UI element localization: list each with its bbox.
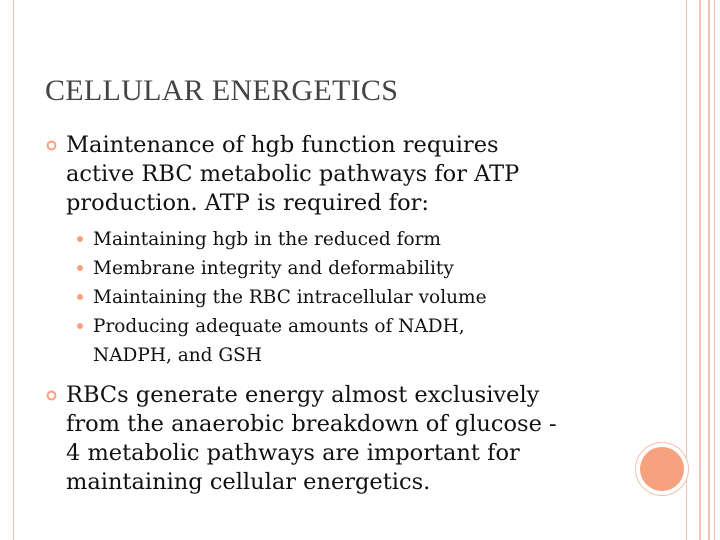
main-bullet-2: [66, 381, 656, 497]
slide-title: CELLULAR ENERGETICS: [45, 74, 399, 107]
sub-bullet-item: [93, 283, 653, 312]
sub-bullet-text: Membrane integrity and deformability: [93, 258, 454, 279]
bullet-text-line: production. ATP is required for:: [66, 190, 429, 216]
sub-bullet-text: Maintaining hgb in the reduced form: [93, 229, 441, 250]
stripe: [699, 0, 701, 540]
stripe: [708, 0, 710, 540]
bullet-text-line: Maintenance of hgb function requires: [66, 132, 499, 158]
dot-bullet-icon: [77, 323, 83, 329]
bullet-text-line: maintaining cellular energetics.: [66, 469, 431, 495]
bullet-text-line: RBCs generate energy almost exclusively: [66, 382, 540, 408]
sub-bullet-text: NADPH, and GSH: [93, 345, 262, 366]
dot-bullet-icon: [77, 265, 83, 271]
bullet-text-line: 4 metabolic pathways are important for: [66, 440, 520, 466]
sub-bullet-list: [93, 225, 653, 370]
orange-circle-icon: [640, 447, 684, 491]
main-bullet-1: [66, 131, 656, 218]
stripe: [714, 0, 715, 540]
decorative-stripes: [690, 0, 720, 540]
bullet-text-line: from the anaerobic breakdown of glucose -: [66, 411, 557, 437]
bullet-text-line: active RBC metabolic pathways for ATP: [66, 161, 520, 187]
dot-bullet-icon: [77, 236, 83, 242]
sub-bullet-text: Producing adequate amounts of NADH,: [93, 316, 465, 337]
hollow-circle-bullet-icon: [46, 390, 57, 401]
sub-bullet-item: [93, 225, 653, 254]
sub-bullet-text: Maintaining the RBC intracellular volume: [93, 287, 487, 308]
sub-bullet-item: [93, 254, 653, 283]
hollow-circle-bullet-icon: [46, 140, 57, 151]
sub-bullet-item: [93, 312, 653, 370]
dot-bullet-icon: [77, 294, 83, 300]
